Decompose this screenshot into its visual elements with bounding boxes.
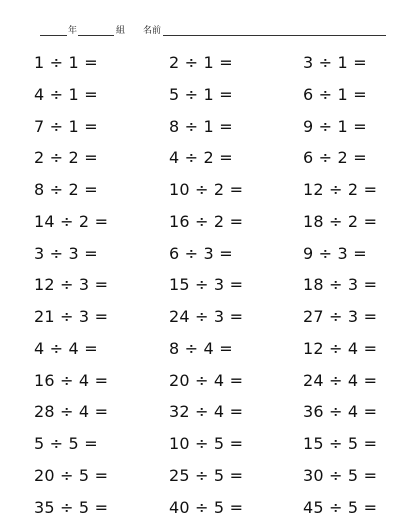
problem-row bbox=[0, 173, 408, 205]
division-problem: 12 ÷ 4 = bbox=[303, 338, 378, 358]
year-label: 年 bbox=[68, 26, 78, 36]
division-problem: 2 ÷ 1 = bbox=[169, 53, 233, 72]
division-problem: 3 ÷ 1 = bbox=[303, 53, 367, 72]
division-problem: 18 ÷ 2 = bbox=[303, 211, 378, 231]
division-problem: 9 ÷ 3 = bbox=[303, 243, 367, 263]
problem-row bbox=[0, 459, 408, 491]
division-problem: 8 ÷ 1 = bbox=[169, 116, 233, 136]
problem-row bbox=[0, 395, 408, 427]
division-problem: 5 ÷ 5 = bbox=[34, 434, 98, 453]
division-problem: 12 ÷ 3 = bbox=[34, 275, 109, 295]
division-problem: 20 ÷ 4 = bbox=[169, 370, 244, 390]
problem-row bbox=[0, 141, 408, 173]
division-problem: 6 ÷ 1 = bbox=[303, 84, 367, 104]
name-label: 名前 bbox=[143, 26, 162, 36]
division-problem: 18 ÷ 3 = bbox=[303, 275, 378, 295]
division-problem: 4 ÷ 1 = bbox=[34, 84, 98, 104]
division-problem: 24 ÷ 3 = bbox=[169, 307, 244, 326]
class-blank bbox=[78, 35, 114, 36]
division-problem: 16 ÷ 2 = bbox=[169, 211, 244, 231]
problem-row bbox=[0, 332, 408, 364]
problem-row bbox=[0, 78, 408, 110]
division-problem: 1 ÷ 1 = bbox=[34, 53, 98, 72]
problem-row bbox=[0, 205, 408, 237]
division-problem: 30 ÷ 5 = bbox=[303, 465, 378, 485]
division-problem: 4 ÷ 4 = bbox=[34, 338, 98, 358]
division-problem: 12 ÷ 2 = bbox=[303, 180, 378, 199]
division-problem: 16 ÷ 4 = bbox=[34, 370, 109, 390]
division-problem: 32 ÷ 4 = bbox=[169, 402, 244, 422]
name-blank bbox=[163, 35, 386, 36]
problem-row bbox=[0, 110, 408, 142]
problem-row bbox=[0, 237, 408, 269]
division-problem: 8 ÷ 4 = bbox=[169, 338, 233, 358]
problem-grid bbox=[0, 46, 408, 522]
division-problem: 2 ÷ 2 = bbox=[34, 148, 98, 168]
division-problem: 24 ÷ 4 = bbox=[303, 370, 378, 390]
division-problem: 10 ÷ 5 = bbox=[169, 434, 244, 453]
division-problem: 25 ÷ 5 = bbox=[169, 465, 244, 485]
division-problem: 20 ÷ 5 = bbox=[34, 465, 109, 485]
division-problem: 15 ÷ 3 = bbox=[169, 275, 244, 295]
problem-row bbox=[0, 364, 408, 396]
problem-row bbox=[0, 491, 408, 523]
problem-row bbox=[0, 268, 408, 300]
division-problem: 4 ÷ 2 = bbox=[169, 148, 233, 168]
division-problem: 6 ÷ 2 = bbox=[303, 148, 367, 168]
division-problem: 40 ÷ 5 = bbox=[169, 497, 244, 517]
division-problem: 15 ÷ 5 = bbox=[303, 434, 378, 453]
division-problem: 9 ÷ 1 = bbox=[303, 116, 367, 136]
division-problem: 36 ÷ 4 = bbox=[303, 402, 378, 422]
division-problem: 5 ÷ 1 = bbox=[169, 84, 233, 104]
division-problem: 28 ÷ 4 = bbox=[34, 402, 109, 422]
year-blank bbox=[40, 35, 67, 36]
division-problem: 8 ÷ 2 = bbox=[34, 180, 98, 199]
problem-row bbox=[0, 427, 408, 459]
division-problem: 6 ÷ 3 = bbox=[169, 243, 233, 263]
worksheet-header bbox=[0, 25, 408, 41]
division-problem: 45 ÷ 5 = bbox=[303, 497, 378, 517]
division-problem: 10 ÷ 2 = bbox=[169, 180, 244, 199]
division-problem: 3 ÷ 3 = bbox=[34, 243, 98, 263]
division-problem: 27 ÷ 3 = bbox=[303, 307, 378, 326]
division-problem: 21 ÷ 3 = bbox=[34, 307, 109, 326]
class-label: 組 bbox=[116, 26, 126, 36]
problem-row bbox=[0, 300, 408, 332]
division-problem: 14 ÷ 2 = bbox=[34, 211, 109, 231]
division-problem: 35 ÷ 5 = bbox=[34, 497, 109, 517]
division-problem: 7 ÷ 1 = bbox=[34, 116, 98, 136]
problem-row bbox=[0, 46, 408, 78]
